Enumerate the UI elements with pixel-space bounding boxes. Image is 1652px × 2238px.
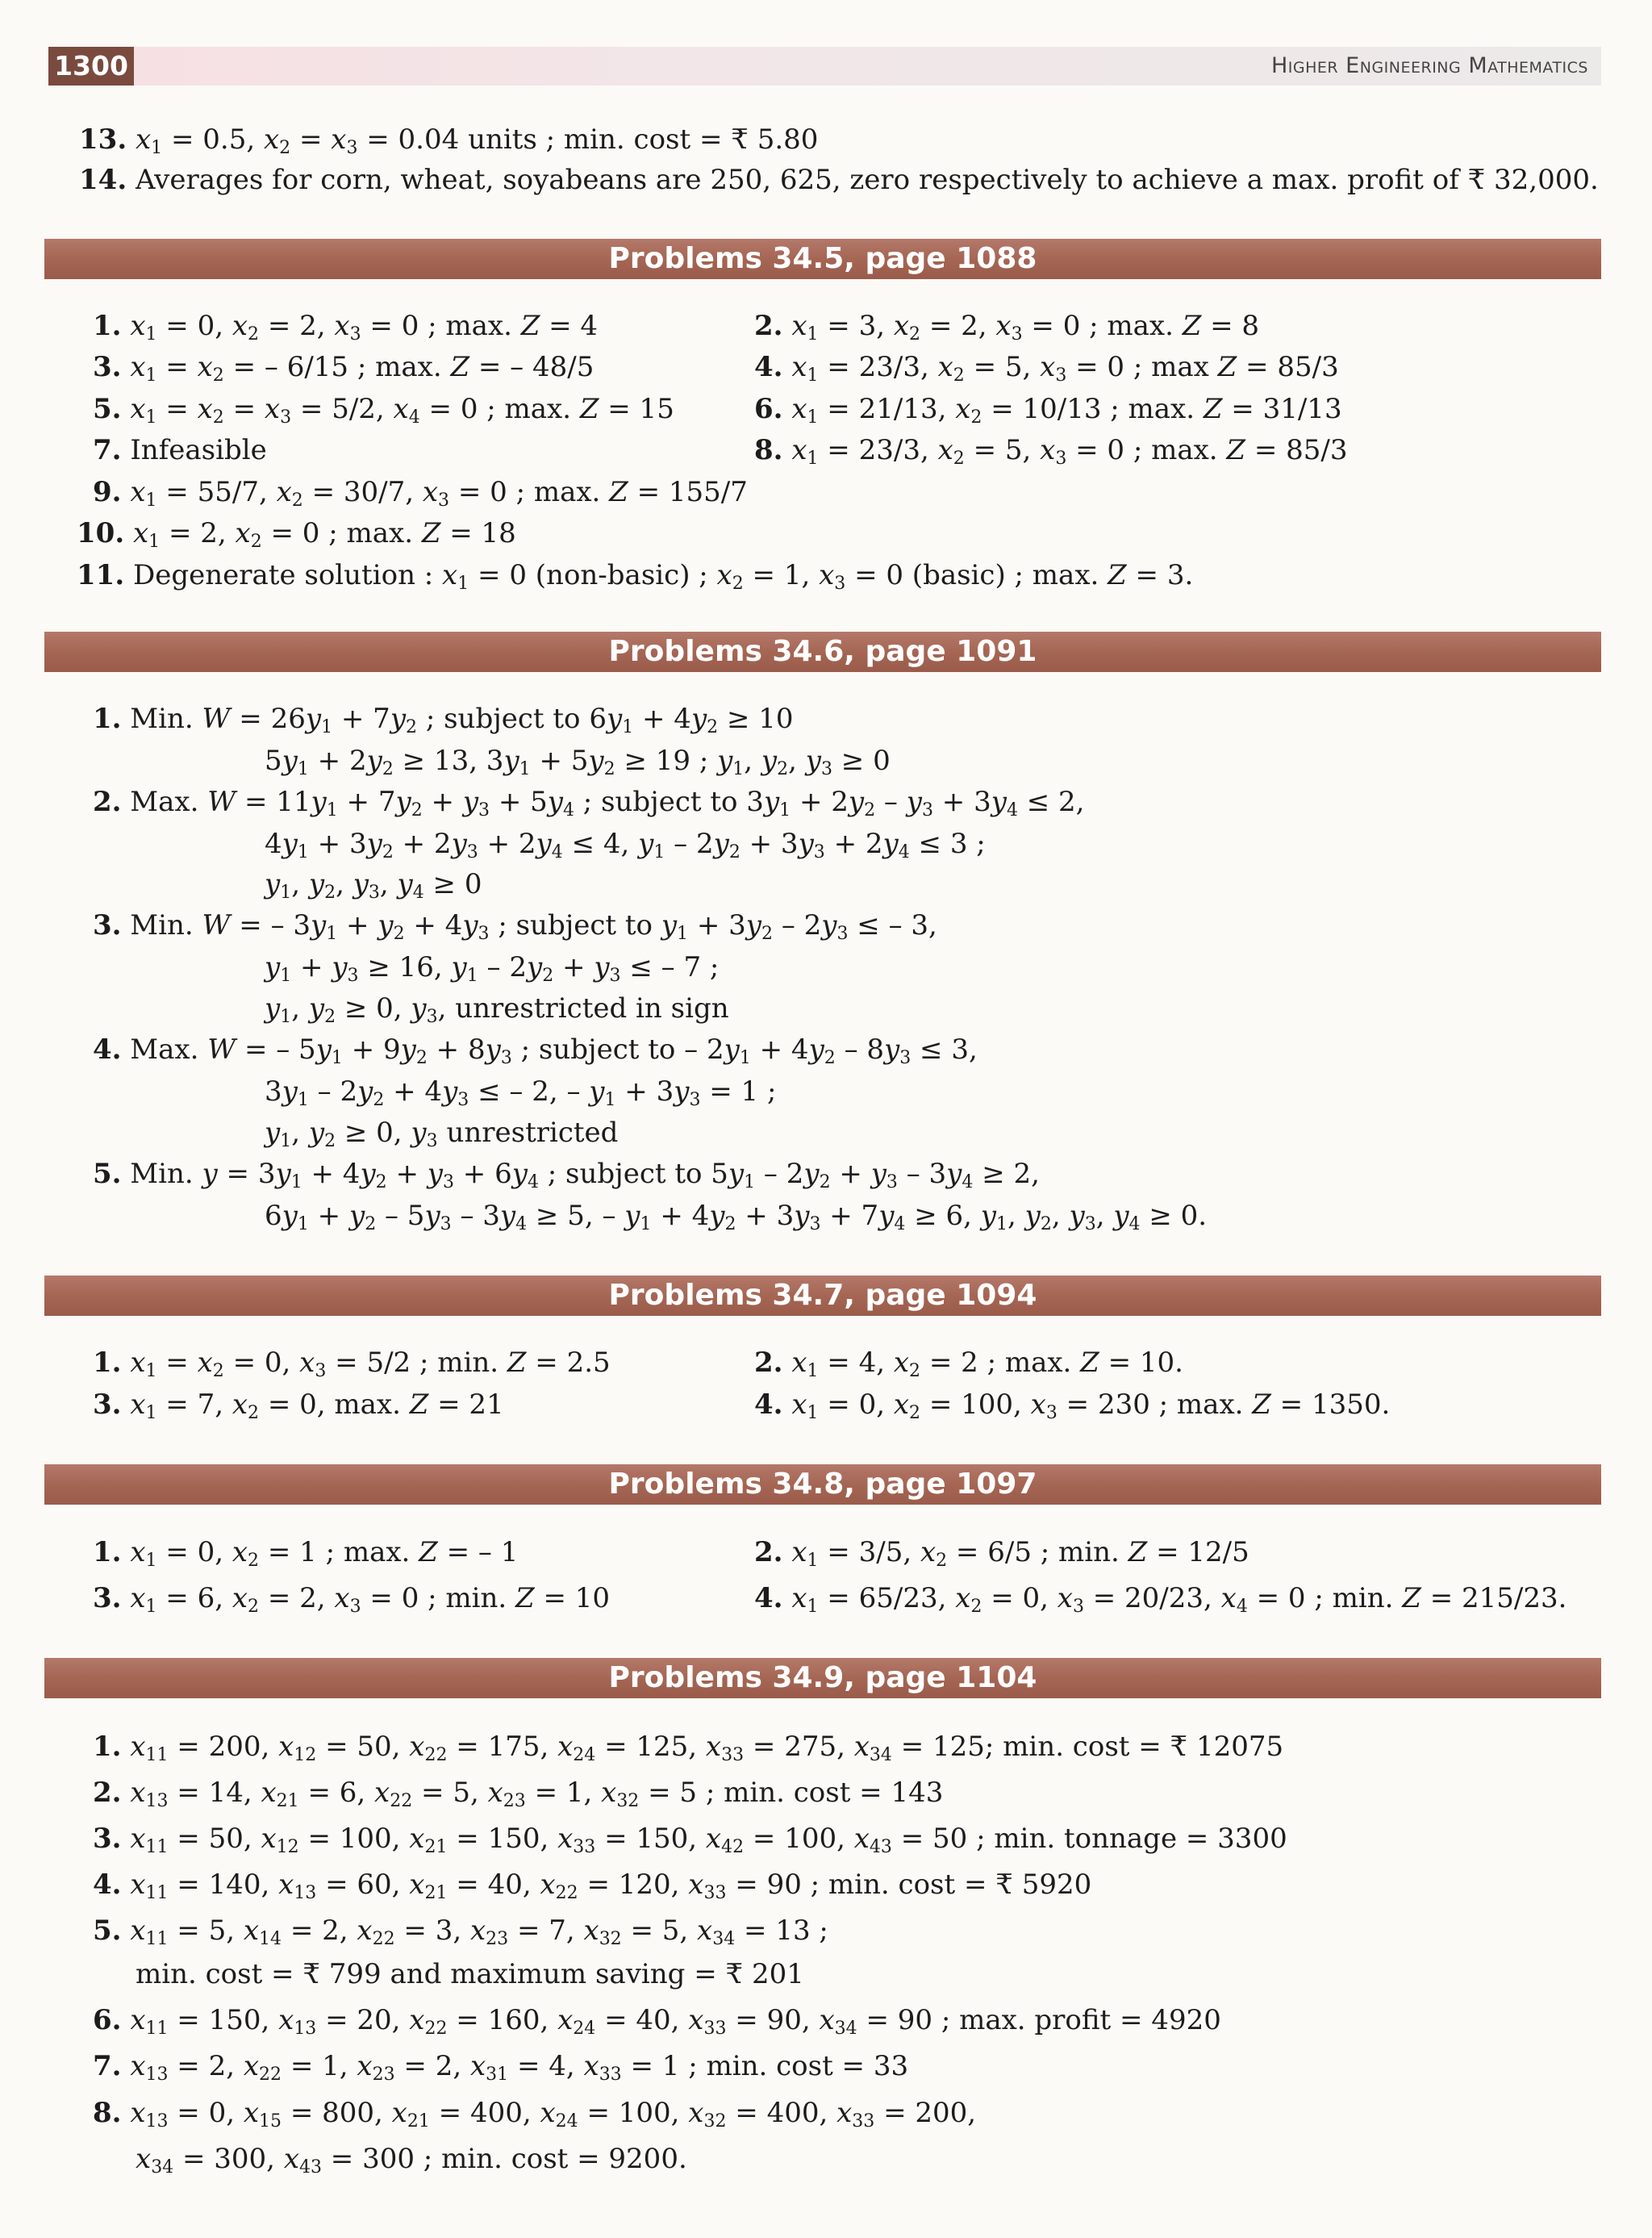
book-title: Higher Engineering Mathematics [1270, 53, 1588, 78]
answer-4: 4. Max. W = – $5y_1 + 9y_2 + 8y_3$ ; subject to – $2y_1 + 4y_2 - 8y_3 \le 3$, [93, 1033, 978, 1068]
answer-2: 2. $x_1 = 3/5$, $x_2 = 6/5$ ; min. Z = 12/5 [754, 1536, 1249, 1571]
answer-8: 8. $x_{13} = 0$, $x_{15} = 800$, $x_{21} = 400$, $x_{24} = 100$, $x_{32} = 400$, $x_{33} = 200$, [93, 2097, 977, 2132]
answer-1: 1. $x_1 = 0$, $x_2 = 1$ ; max. Z = – 1 [93, 1536, 519, 1571]
answer-7: 7. Infeasible [93, 434, 267, 466]
answer-8: 8. $x_1 = 23/3$, $x_2 = 5$, $x_3 = 0$ ; max. Z = 85/3 [754, 434, 1348, 469]
answer-3-cont: $y_1 + y_3 \ge 16$, $y_1 - 2y_2 + y_3$ ≤ – 7 ; [265, 951, 720, 986]
answer-4: 4. $x_1 = 0$, $x_2 = 100$, $x_3 = 230$ ; max. Z = 1350. [754, 1388, 1391, 1423]
section-heading-34-6: Problems 34.6, page 1091 [44, 632, 1601, 672]
page-header [48, 47, 1601, 86]
answer-6: 6. $x_{11} = 150$, $x_{13} = 20$, $x_{22} = 160$, $x_{24} = 40$, $x_{33} = 90$, $x_{34} = 90$ ; max. profit = 4920 [93, 2004, 1221, 2039]
answer-5-cont [136, 1957, 804, 1991]
answer-text: Degenerate solution : [132, 559, 434, 591]
answer-4: 4. $x_{11} = 140$, $x_{13} = 60$, $x_{21} = 40$, $x_{22} = 120$, $x_{33} = 90$ ; min. cost = ₹ 5920 [93, 1868, 1092, 1903]
answer-8-cont: $x_{34} = 300$, $x_{43} = 300$ ; min. cost = 9200. [136, 2143, 687, 2177]
answer-4-cont: $3y_1 - 2y_2 + 4y_3$ ≤ – 2, – $y_1 + 3y_3 = 1$ ; [265, 1075, 777, 1110]
answer-3: 3. $x_{11} = 50$, $x_{12} = 100$, $x_{21} = 150$, $x_{33} = 150$, $x_{42} = 100$, $x_{43} = 50$ ; min. tonnage = 3300 [93, 1823, 1287, 1857]
answer-text: Infeasible [130, 434, 267, 466]
answer-5: 5. Min. $y = 3y_1 + 4y_2 + y_3 + 6y_4$ ; subject to $5y_1 - 2y_2 + y_3 - 3y_4 \ge 2$, [93, 1158, 1040, 1192]
answer-2: 2. Max. $W = 11y_1 + 7y_2 + y_3 + 5y_4$ ; subject to $3y_1 + 2y_2 - y_3 + 3y_4 \le 2$, [93, 786, 1085, 820]
answer-number: 14. [79, 164, 127, 196]
answer-4: 4. $x_1 = 65/23$, $x_2 = 0$, $x_3 = 20/23$, $x_4 = 0$ ; min. Z = 215/23. [754, 1582, 1567, 1617]
answer-2: 2. $x_1 = 4$, $x_2 = 2$ ; max. Z = 10. [754, 1347, 1183, 1381]
answer-7: 7. $x_{13} = 2$, $x_{22} = 1$, $x_{23} = 2$, $x_{31} = 4$, $x_{33} = 1$ ; min. cost = 33 [93, 2050, 909, 2085]
answer-9: 9. $x_1 = 55/7$, $x_2 = 30/7$, $x_3 = 0$ ; max. Z = 155/7 [93, 476, 748, 511]
answer-text: Averages for corn, wheat, soyabeans are 250, 625, zero respectively to achieve a max. profit of ₹ 32,000. [135, 164, 1599, 196]
answer-2: 2. $x_{13} = 14$, $x_{21} = 6$, $x_{22} = 5$, $x_{23} = 1$, $x_{32} = 5$ ; min. cost = 143 [93, 1777, 944, 1811]
answer-11: 11. Degenerate solution : $x_1 = 0$ (non-basic) ; $x_2 = 1$, $x_3 = 0$ (basic) ; max. Z = 3. [77, 559, 1194, 594]
section-heading-34-5: Problems 34.5, page 1088 [44, 239, 1601, 279]
answer-5: 5. $x_{11} = 5$, $x_{14} = 2$, $x_{22} = 3$, $x_{23} = 7$, $x_{32} = 5$, $x_{34} = 13$ ; [93, 1914, 828, 1949]
answer-2-cont: $4y_1 + 3y_2 + 2y_3 + 2y_4 \le 4$, $y_1 - 2y_2 + 3y_3 + 2y_4 \le 3$ ; [265, 828, 986, 862]
section-heading-34-7: Problems 34.7, page 1094 [44, 1276, 1601, 1316]
answer-4: 4. $x_1 = 23/3$, $x_2 = 5$, $x_3 = 0$ ; max Z = 85/3 [754, 351, 1339, 386]
answer-1: 1. Min. $W = 26y_1 + 7y_2$ ; subject to $6y_1 + 4y_2 \ge 10$ [93, 703, 794, 737]
answer-2: 2. $x_1 = 3$, $x_2 = 2$, $x_3 = 0$ ; max. Z = 8 [754, 310, 1260, 344]
page-number: 1300 [48, 47, 134, 86]
answer-1: 1. $x_1 = 0$, $x_2 = 2$, $x_3 = 0$ ; max. Z = 4 [93, 310, 599, 344]
answer-3: 3. $x_1 = 7$, $x_2 = 0$, max. Z = 21 [93, 1388, 504, 1423]
answer-3: 3. Min. W = – $3y_1 + y_2 + 4y_3$ ; subject to $y_1 + 3y_2 - 2y_3$ ≤ – 3, [93, 909, 937, 944]
answer-2-cont: $y_1$, $y_2$, $y_3$, $y_4 \ge 0$ [265, 868, 482, 903]
answer-3-cont: $y_1$, $y_2 \ge 0$, $y_3$, unrestricted in sign [265, 992, 729, 1027]
answer-10: 10. $x_1 = 2$, $x_2 = 0$ ; max. Z = 18 [77, 517, 516, 552]
answer-14 [79, 163, 1599, 197]
answer-number: 13. [79, 123, 127, 156]
answer-6: 6. $x_1 = 21/13$, $x_2 = 10/13$ ; max. Z = 31/13 [754, 393, 1342, 428]
answer-13: 13. $x_1 = 0.5$, $x_2 = x_3 = 0.04$ units ; min. cost = ₹ 5.80 [79, 123, 819, 158]
answer-5: 5. $x_1 = x_2 = x_3 = 5/2$, $x_4 = 0$ ; max. Z = 15 [93, 393, 674, 428]
answer-text: units ; min. cost = ₹ 5.80 [468, 123, 819, 156]
answer-5-cont: $6y_1 + y_2 - 5y_3 - 3y_4 \ge 5$, – $y_1 + 4y_2 + 3y_3 + 7y_4 \ge 6$, $y_1$, $y_2$, $y_3$, $y_4 \ge 0$. [265, 1200, 1208, 1234]
answer-3: 3. $x_1 = x_2$ = – 6/15 ; max. Z = – 48/5 [93, 351, 594, 386]
answer-3: 3. $x_1 = 6$, $x_2 = 2$, $x_3 = 0$ ; min. Z = 10 [93, 1582, 611, 1617]
answer-1: 1. $x_1 = x_2 = 0$, $x_3 = 5/2$ ; min. Z = 2.5 [93, 1347, 611, 1381]
section-heading-34-9: Problems 34.9, page 1104 [44, 1658, 1601, 1698]
section-heading-34-8: Problems 34.8, page 1097 [44, 1464, 1601, 1505]
answer-1-cont: $5y_1 + 2y_2 \ge 13$, $3y_1 + 5y_2 \ge 19$ ; $y_1$, $y_2$, $y_3 \ge 0$ [265, 745, 891, 779]
answer-text: min. cost = ₹ 799 and maximum saving = ₹ 201 [136, 1958, 804, 1990]
answer-1: 1. $x_{11} = 200$, $x_{12} = 50$, $x_{22} = 175$, $x_{24} = 125$, $x_{33} = 275$, $x_{34} = 125$; min. cost = ₹ 12075 [93, 1731, 1284, 1765]
answer-4-cont: $y_1$, $y_2 \ge 0$, $y_3$ unrestricted [265, 1117, 619, 1151]
